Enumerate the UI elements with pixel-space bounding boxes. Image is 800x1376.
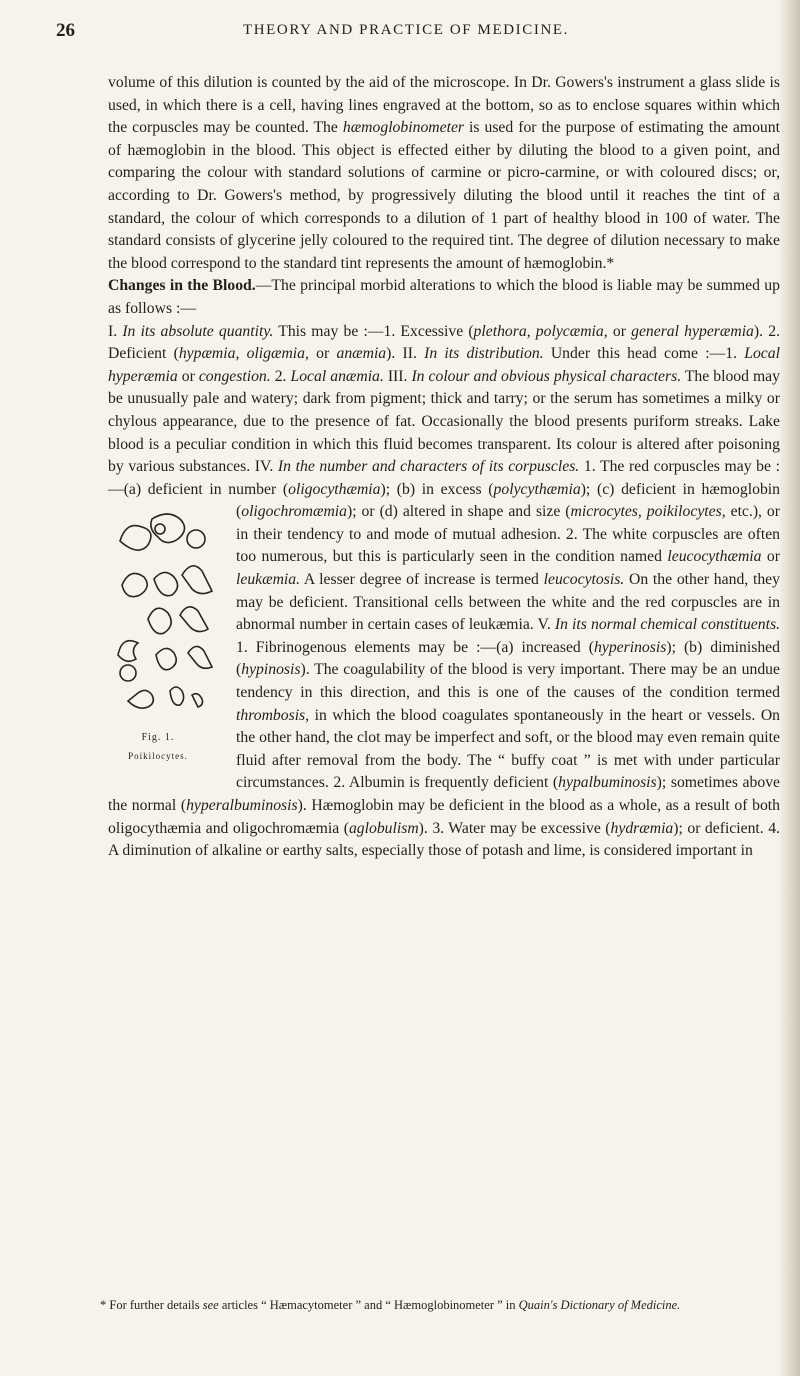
italic-run: In its absolute quantity. [122, 322, 274, 340]
text-run: III. [383, 367, 412, 385]
text-run: On the other hand, they may be deficient. Transitional cells between the white and the red corpuscles are in abnormal number in certain cases of leukæmia. V. [236, 571, 780, 634]
italic-run: hydræmia [610, 819, 674, 837]
text-run: ). 3. Water may be excessive ( [418, 819, 611, 837]
text-run: —The principal morbid alterations to which the blood is liable may be summed up as follows :— [108, 277, 780, 317]
text-run: ); or deficient. 4. A diminution of alkaline or earthy salts, especially those of potash and lime, is considered important in [108, 819, 780, 860]
bold-run: Changes in the Blood. [108, 277, 256, 295]
paragraph-1 [108, 72, 780, 275]
italic-run: hyperinosis [594, 638, 667, 656]
corpuscle-3 [155, 524, 165, 534]
italic-run: hypalbuminosis [558, 774, 657, 792]
text-run: volume of this dilution is counted by the aid of the microscope. In Dr. Gowers's instrument a glass slide is used, in which there is a cell, having lines engraved at the bottom, so as to enclose squares within which the corpuscles may be counted. The [108, 74, 780, 137]
italic-run: Local hyperæmia [108, 345, 780, 385]
text-run: The blood may be unusually pale and watery; dark from pigment; thick and tarry; or the serum has sometimes a milky or chylous appearance, due to the presence of fat. Occasionally the blood presents puriform streaks. Lake blood is a peculiar condition in which this fluid becomes transparent. Its colour is altered after poisoning by various substances. IV. [108, 367, 780, 476]
text-run: This may be :—1. Excessive ( [273, 322, 474, 340]
text-run: I. [108, 322, 123, 340]
figure-caption: Poikilocytes. [128, 751, 188, 762]
paragraph-3-lead [108, 323, 780, 521]
text-run: ); (b) in excess ( [380, 480, 494, 498]
corpuscle-14 [128, 691, 153, 709]
italic-run: microcytes, poikilocytes, [570, 503, 726, 521]
corpuscle-5 [122, 574, 147, 597]
corpuscle-10 [118, 641, 138, 662]
footnote-text [100, 1296, 780, 1314]
text-run: in which the blood coagulates spontaneously in the heart or vessels. On the other hand, the clot may be imperfect and soft, or the blood may even remain quite fluid after removal from the body. The “ buffy coat ” is met with under particular circumstances. 2. Albumin is frequently deficient ( [236, 706, 780, 792]
corpuscle-2 [151, 514, 185, 543]
text-run: ). II. [386, 345, 425, 363]
italic-run: Local anæmia. [290, 367, 384, 385]
text-run: or [607, 322, 632, 340]
poikilocytes-figure [108, 505, 226, 783]
corpuscle-7 [182, 566, 212, 594]
text-run: A lesser degree of increase is termed [300, 571, 544, 589]
paragraph-2 [108, 275, 780, 320]
italic-run: general hyperæmia [631, 322, 754, 340]
italic-run: Quain's Dictionary of Medicine. [518, 1298, 681, 1312]
text-run: or [308, 345, 337, 363]
page-header [56, 20, 756, 44]
italic-run: hæmoglobinometer [342, 119, 465, 137]
corpuscle-11 [120, 665, 136, 681]
body-text [108, 72, 780, 863]
figure-label: Fig. 1. [141, 732, 175, 744]
text-run: 2. [270, 367, 291, 385]
text-run: etc.), or in their tendency to and mode of mutual adhesion. 2. The white corpuscles are often too numerous, but this is particularly seen in the condition named [236, 503, 780, 566]
italic-run: thrombosis, [236, 706, 310, 724]
text-run: ); (c) deficient in hæmoglobin ( [236, 480, 780, 521]
corpuscle-16 [192, 694, 203, 707]
text-run: ). Hæmoglobin may be deficient in the blood as a whole, as a result of both oligocythæmia and oligochromæmia ( [108, 797, 781, 837]
corpuscle-4 [187, 530, 205, 548]
italic-run: In its normal chemical constituents. [554, 616, 780, 634]
corpuscle-8 [148, 608, 171, 634]
text-run: ); sometimes above the normal ( [108, 774, 780, 814]
italic-run: oligocythæmia [288, 480, 381, 498]
italic-run: aglobulism [348, 819, 419, 837]
text-run: or [177, 367, 199, 385]
text-run: ); or (d) altered in shape and size ( [346, 503, 571, 521]
italic-run: In colour and obvious physical characters. [411, 367, 682, 385]
corpuscle-1 [120, 526, 151, 551]
running-title: THEORY AND PRACTICE OF MEDICINE. [242, 22, 570, 38]
text-run: articles “ Hæmacytometer ” and “ Hæmoglobinometer ” in [218, 1298, 519, 1312]
italic-run: In the number and characters of its corpuscles. [277, 458, 580, 476]
italic-run: leucocythæmia [667, 548, 762, 566]
italic-run: oligochromæmia [241, 503, 347, 521]
text-run: or [761, 548, 780, 566]
text-run: 1. Fibrinogenous elements may be :—(a) increased ( [236, 638, 595, 656]
italic-run: plethora, polycæmia, [473, 322, 608, 340]
italic-run: hyperalbuminosis [186, 797, 298, 814]
corpuscle-12 [156, 649, 176, 670]
italic-run: anæmia [336, 345, 387, 363]
italic-run: polycythæmia [493, 480, 581, 498]
paragraph-3 [108, 321, 780, 863]
corpuscle-9 [180, 607, 208, 632]
italic-run: see [202, 1298, 219, 1312]
corpuscle-6 [154, 573, 178, 596]
italic-run: hypinosis [241, 661, 301, 679]
footnote [100, 1296, 780, 1314]
page-edge-shadow [778, 0, 800, 1376]
text-run: ); (b) diminished ( [236, 638, 780, 679]
text-run: is used for the purpose of estimating the amount of hæmoglobin in the blood. This object is effected either by diluting the blood to a given point, and comparing the colour with standard solutions of carmine or picro-carmine, or with coloured discs; or, according to Dr. Gowers's method, by progressively diluting the blood until it reaches the tint of a standard, the colour of which corresponds to a dilution of 1 part of healthy blood in 100 of water. The standard consists of glycerine jelly coloured to the required tint. The degree of dilution necessary to make the blood correspond to the standard tint represents the amount of hæmoglobin.* [108, 119, 780, 272]
italic-run: congestion. [198, 367, 271, 385]
text-run: ). 2. Deficient ( [108, 322, 780, 363]
italic-run: leucocytosis. [543, 571, 625, 589]
italic-run: leukæmia. [236, 571, 301, 589]
text-run: * For further details [100, 1298, 203, 1312]
text-run: Under this head come :—1. [543, 345, 745, 363]
italic-run: In its distribution. [424, 345, 544, 363]
text-run: ). The coagulability of the blood is very important. There may be an undue tendency in this direction, and this is one of the causes of the condition termed [236, 661, 780, 702]
italic-run: hypæmia, oligæmia, [178, 345, 309, 363]
text-run: 1. The red corpuscles may be :—(a) deficient in number ( [108, 458, 780, 498]
page-number: 26 [56, 20, 75, 41]
corpuscle-13 [188, 647, 212, 669]
corpuscle-15 [170, 687, 184, 705]
